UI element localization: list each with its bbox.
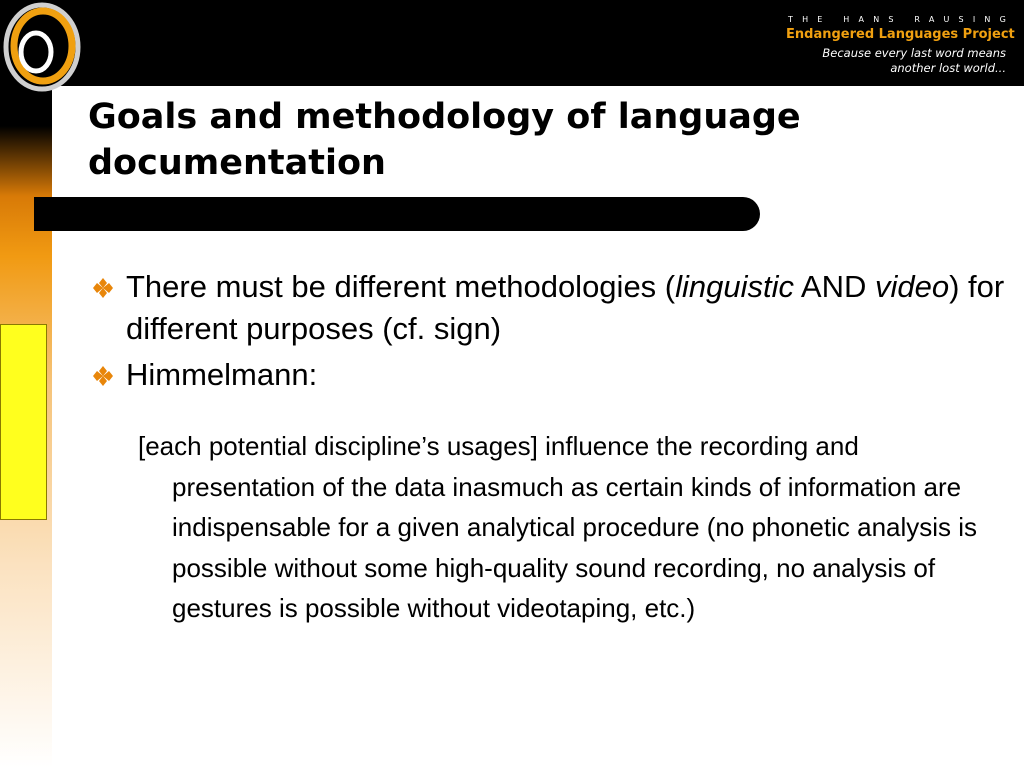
bullet-item-methodologies <box>88 266 1008 350</box>
tagline-line-2: another lost world... <box>890 61 1006 75</box>
bullet-item-himmelmann <box>88 354 1008 396</box>
bullet-text-video: video <box>874 269 950 304</box>
bullet-list <box>88 266 1008 400</box>
brand-org-line: THE HANS RAUSING <box>788 15 1015 24</box>
brand-project-name: Endangered Languages Project <box>786 27 1015 42</box>
tagline-line-1: Because every last word means <box>822 46 1006 60</box>
brand-tagline <box>822 46 1006 76</box>
title-underline-bar <box>34 197 760 231</box>
slide-title: Goals and methodology of language documentation <box>88 97 801 183</box>
yellow-accent-block <box>0 324 47 520</box>
bullet-text-part2: AND <box>794 269 875 304</box>
bullet-text-part1: There must be different methodologies ( <box>126 269 676 304</box>
bullet-text-himmelmann: Himmelmann: <box>126 357 318 392</box>
diamond-bullet-icon <box>90 277 116 299</box>
logo-circles-icon <box>0 0 84 96</box>
bullet-text-part3: ) for different purposes (cf. sign) <box>126 269 1005 346</box>
bullet-text-linguistic: linguistic <box>675 269 795 304</box>
diamond-bullet-icon <box>90 365 116 387</box>
himmelmann-quote: [each potential discipline’s usages] influence the recording and presentation of the data inasmuch as certain kinds of information are indispensable for a given analytical procedure (no phonetic analysis is possible without some high-quality sound recording, no analysis of gestures is possible without videotaping, etc.) <box>138 431 978 623</box>
